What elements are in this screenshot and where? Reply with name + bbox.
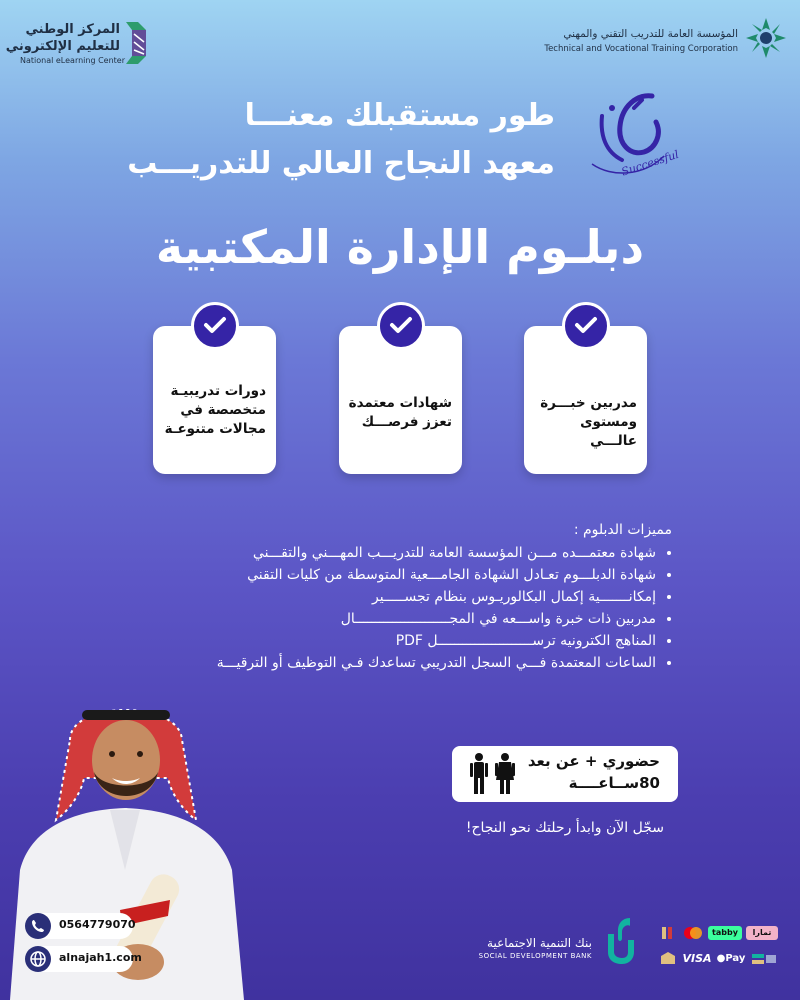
feature-card-courses	[153, 326, 276, 474]
nelc-name-ar-1: المركز الوطني	[25, 22, 120, 37]
tabby-badge: tabby	[708, 926, 742, 940]
card-text: دورات تدريبيـة متخصصة في مجالات متنوعـة	[164, 383, 266, 437]
sdb-logo-icon	[600, 916, 640, 966]
nelc-name-en: National eLearning Center	[20, 56, 125, 65]
sdb-logo	[464, 916, 640, 966]
institute-logo-text: Successful	[619, 147, 681, 179]
headline-line-1: طور مستقبلك معنـــا	[244, 98, 555, 133]
headline	[127, 92, 555, 188]
call-to-action: سجّل الآن وابدأ رحلتك نحو النجاح!	[465, 820, 664, 836]
sdb-name-en: SOCIAL DEVELOPMENT BANK	[478, 952, 592, 960]
nelc-logo-icon	[124, 20, 148, 66]
list-item: • الساعات المعتمدة فـــي السجل التدريبي تساعدك فـي التوظيف أو الترقيـــة	[112, 652, 656, 674]
phone-number: 0564779070	[59, 918, 136, 931]
institute-logo	[582, 86, 681, 186]
list-item: • مدربين ذات خبرة واســـعه في المجـــــــــــــــــــــــال	[112, 608, 656, 630]
card-text: مدربين خبـــرة ومستوى عالـــي	[540, 395, 637, 449]
globe-icon	[25, 946, 51, 972]
nelc-logo	[5, 18, 150, 68]
mastercard-icon	[682, 926, 704, 940]
phone-icon	[25, 913, 51, 939]
payment-methods	[660, 924, 780, 974]
sdb-name-ar: بنك التنمية الاجتماعية	[487, 936, 592, 950]
list-item: • شهادة معتمـــده مـــن المؤسسة العامة للتدريـــب المهـــني والتقـــني	[112, 542, 656, 564]
website-link[interactable]	[25, 946, 142, 972]
attendance-mode-box	[452, 746, 678, 802]
nelc-name-ar-2: للتعليم الإلكتروني	[5, 39, 120, 54]
diploma-title: دبلـوم الإدارة المكتبية	[155, 220, 645, 274]
feature-card-trainers	[524, 326, 647, 474]
list-item: • المناهج الكترونيه ترســـــــــــــــــــــــل PDF	[112, 630, 656, 652]
headline-line-2: معهد النجاح العالي للتدريـــب	[127, 146, 555, 181]
mada-icon	[660, 952, 676, 966]
tvtc-name-en: Technical and Vocational Training Corporation	[544, 44, 738, 54]
list-item: • إمكانـــــــية إكمال البكالوريـوس بنظام تجســـــير	[112, 586, 656, 608]
bank-transfer-icon	[750, 952, 778, 966]
mode-label: حضوري + عن بعد	[527, 752, 660, 770]
list-item: • شهادة الدبلـــوم تعـادل الشهادة الجامـــعية المتوسطة من كليات التقني	[112, 564, 656, 586]
check-icon	[191, 302, 239, 350]
visa-badge: VISA	[682, 952, 712, 965]
check-icon	[377, 302, 425, 350]
tvtc-name-ar: المؤسسة العامة للتدريب التقني والمهني	[563, 28, 738, 40]
feature-card-certificates	[339, 326, 462, 474]
tamara-badge: تمارا	[746, 926, 778, 940]
people-icon	[466, 752, 518, 796]
features-list	[112, 522, 672, 674]
phone-link[interactable]	[25, 913, 136, 939]
apple-pay-badge: ●Pay	[716, 953, 746, 964]
check-icon	[562, 302, 610, 350]
stc-pay-icon	[660, 926, 676, 940]
features-title: مميزات الدبلوم :	[573, 522, 672, 538]
tvtc-logo-icon	[744, 16, 788, 60]
website-url: alnajah1.com	[59, 951, 142, 964]
apple-icon: ●	[716, 953, 726, 964]
card-text: شهادات معتمدة تعزز فرصـــك	[348, 395, 452, 430]
tvtc-logo	[528, 14, 788, 64]
hours-label: 80ســاعــــة	[568, 774, 660, 792]
